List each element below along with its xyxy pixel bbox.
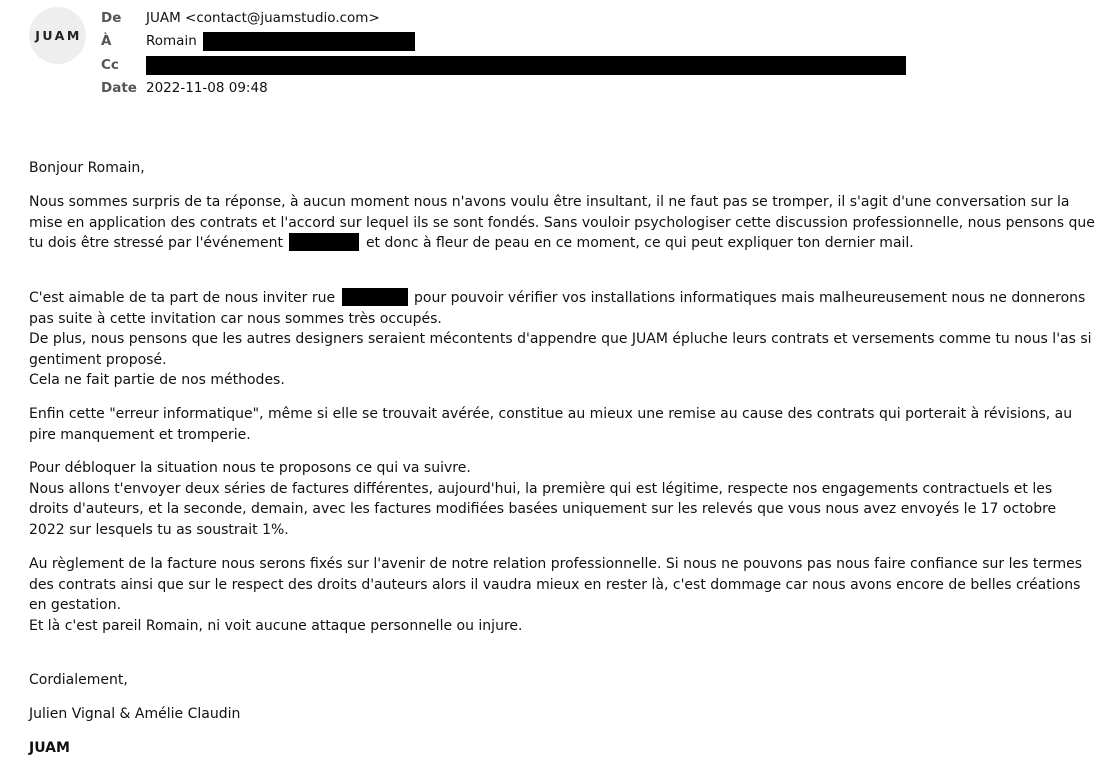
p5-line-2: des contrats ainsi que sur le respect des droits d'auteurs alors il vaudra mieux en rester là, c'est dommage car nous avons encore de belles créations [29, 576, 1081, 593]
p4-line-1: Pour débloquer la situation nous te proposons ce qui va suivre. [29, 460, 471, 476]
signature-names-line: Julien Vignal & Amélie Claudin [29, 706, 241, 722]
closing [29, 670, 1079, 691]
greeting [29, 158, 1079, 179]
avatar: JUAM [29, 7, 86, 64]
p2-line-1 [29, 288, 1086, 309]
redacted-event [289, 233, 359, 251]
p2-line-5: Cela ne fait partie de nos méthodes. [29, 372, 285, 388]
p1-line-1: Nous sommes surpris de ta réponse, à aucun moment nous n'avons voulu être insultant, il ne faut pas se tromper, il s'agit d'une conversation sur la [29, 194, 1070, 210]
p1-line-2: mise en application des contrats et l'accord sur lequel ils se sont fondés. Sans vouloir psychologiser cette discussion professionnelle, nous pensons que [29, 214, 1095, 231]
p2-line-2: pas suite à cette invitation car nous sommes très occupés. [29, 310, 442, 327]
p2-line-1b: pour pouvoir vérifier vos installations informatiques mais malheureusement nous ne donnerons [414, 290, 1086, 306]
from-value[interactable]: JUAM <contact@juamstudio.com> [146, 10, 380, 26]
p1-line-3 [29, 233, 1079, 254]
paragraph-5 [29, 554, 1083, 636]
paragraph-2 [29, 288, 1092, 391]
to-label: À [101, 33, 112, 49]
greeting-line: Bonjour Romain, [29, 160, 145, 176]
to-name: Romain [146, 33, 197, 49]
cc-label: Cc [101, 57, 119, 73]
p5-line-1: Au règlement de la facture nous serons fixés sur l'avenir de notre relation professionnelle. Si nous ne pouvons pas nous faire confiance sur les termes [29, 556, 1083, 572]
signature-company [29, 738, 1079, 759]
p5-line-4: Et là c'est pareil Romain, ni voit aucune attaque personnelle ou injure. [29, 617, 523, 634]
closing-line: Cordialement, [29, 672, 128, 688]
redacted-to-address [203, 32, 415, 51]
p2-line-1a: C'est aimable de ta part de nous inviter rue [29, 290, 336, 306]
p1-line-3b: et donc à fleur de peau en ce moment, ce qui peut expliquer ton dernier mail. [365, 235, 914, 251]
p4-line-4: 2022 sur lesquels tu as soustrait 1%. [29, 521, 289, 538]
p3-line-1: Enfin cette "erreur informatique", même si elle se trouvait avérée, constitue au mieux une remise au cause des contrats qui porterait à révisions, au [29, 406, 1073, 422]
redacted-street [342, 288, 408, 306]
paragraph-1 [29, 192, 1095, 254]
to-value[interactable] [146, 31, 415, 51]
signature-names [29, 704, 1079, 725]
p1-line-3a: tu dois être stressé par l'événement [29, 235, 284, 251]
p4-line-3: droits d'auteurs, et la seconde, demain, avec les factures modifiées basées uniquement sur les relevés que vous nous avez envoyés le 17 octobre [29, 501, 1057, 517]
from-label: De [101, 10, 122, 26]
cc-value[interactable] [146, 55, 906, 75]
p3-line-2: pire manquement et tromperie. [29, 426, 251, 443]
date-label: Date [101, 80, 137, 96]
p4-line-2: Nous allons t'envoyer deux séries de factures différentes, aujourd'hui, la première qui est légitime, respecte nos engagements contractuels et les [29, 480, 1053, 497]
signature-company-line: JUAM [29, 740, 70, 756]
p2-line-3: De plus, nous pensons que les autres designers seraient mécontents d'appendre que JUAM épluche leurs contrats et versements comme tu nous l'as si [29, 331, 1092, 347]
redacted-cc-address [146, 56, 906, 75]
p2-line-4: gentiment proposé. [29, 351, 167, 368]
paragraph-3 [29, 404, 1079, 445]
p5-line-3: en gestation. [29, 597, 122, 613]
date-value: 2022-11-08 09:48 [146, 80, 268, 96]
paragraph-4 [29, 458, 1079, 540]
